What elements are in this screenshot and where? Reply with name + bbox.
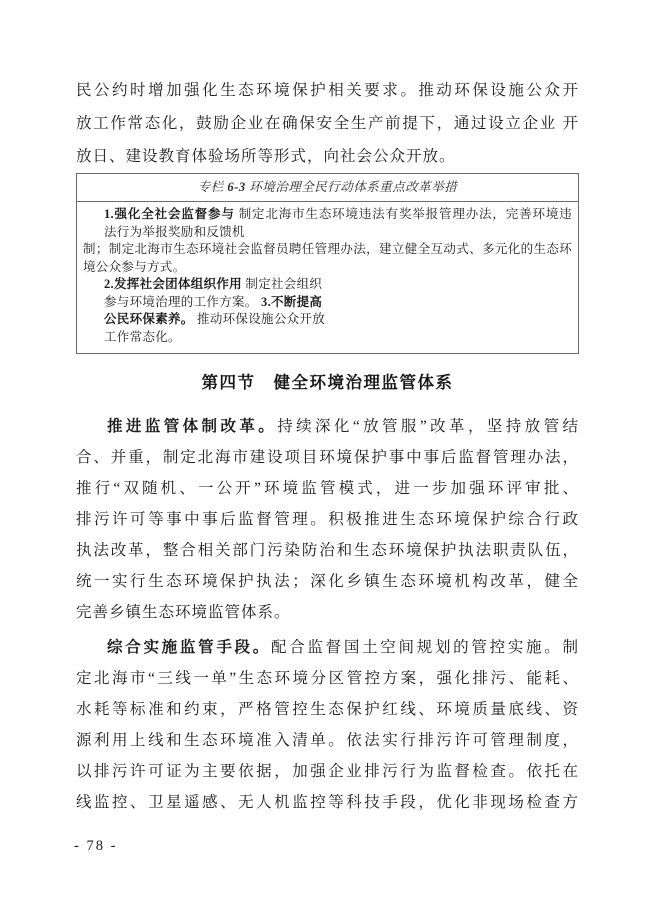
line-text: 合、并重，制定北海市建设项目环境保护事中事后监督管理办法， xyxy=(76,449,579,466)
box-line-text: 工作常态化。 xyxy=(104,329,181,344)
box-line-bold: 公民环保素养。 xyxy=(104,312,194,326)
box-line-bold: 3.不断提高 xyxy=(261,294,323,309)
line-text: 定北海市“三线一单”生态环境分区管控方案，强化排污、能耗、 xyxy=(76,670,579,687)
line-text: 放日、建设教育体验场所等形式，向社会公众开放。 xyxy=(76,148,456,165)
box-line-text: 制；制定北海市生态环境社会监督员聘任管理办法，建立健全互动式、多元化的生态环 xyxy=(83,242,572,256)
box-line-bold: 1.强化全社会监督参与 xyxy=(104,207,235,221)
box-title-prefix: 专栏 xyxy=(197,180,228,194)
box-line-text: 境公众参与方式。 xyxy=(83,259,186,274)
line-text: 统一实行生态环境保护执法；深化乡镇生态环境机构改革，健全 xyxy=(76,573,579,590)
page-content xyxy=(76,0,579,818)
box-line xyxy=(83,241,572,259)
line-text: 推行“双随机、一公开”环境监管模式，进一步加强环评审批、 xyxy=(76,480,579,497)
paragraph-line xyxy=(76,74,579,107)
box-line xyxy=(83,276,572,294)
section-heading: 第四节 健全环境治理监管体系 xyxy=(201,373,454,392)
callout-box-body xyxy=(77,202,578,353)
box-line-text: 推动环保设施公众开放 xyxy=(193,312,326,326)
paragraph-line xyxy=(76,725,579,756)
callout-box xyxy=(76,173,579,354)
line-text: 放工作常态化，鼓励企业在确保安全生产前提下，通过设立企业 开 xyxy=(76,115,579,132)
body-paragraph-1 xyxy=(76,411,579,628)
paragraph-line xyxy=(76,473,579,504)
line-text: 民公约时增加强化生态环境保护相关要求。推动环保设施公众开 xyxy=(76,82,579,99)
box-line-text: 法行为举报奖励和反馈机 xyxy=(104,224,245,239)
line-text: 配合监督国土空间规划的管控实施。制 xyxy=(270,639,579,656)
paragraph-lead-bold: 推进监管体制改革。 xyxy=(107,418,278,435)
box-line-bold: 2.发挥社会团体组织作用 xyxy=(104,277,242,291)
paragraph-line xyxy=(76,756,579,787)
box-line xyxy=(83,294,572,312)
line-text: 持续深化“放管服”改革，坚持放管结 xyxy=(277,418,579,435)
box-line xyxy=(83,311,572,329)
line-text: 完善乡镇生态环境监管体系。 xyxy=(76,604,291,621)
box-line-text: 制定社会组织 xyxy=(241,277,323,291)
body-paragraph-2 xyxy=(76,632,579,818)
line-text: 源利用上线和生态环境准入清单。依法实行排污许可管理制度， xyxy=(76,732,579,749)
box-line xyxy=(83,206,572,224)
box-title-text: 环境治理全民行动体系重点改革举措 xyxy=(245,180,458,194)
paragraph-line xyxy=(76,566,579,597)
box-line xyxy=(83,259,572,277)
paragraph-line xyxy=(76,504,579,535)
paragraph-line xyxy=(76,663,579,694)
box-line xyxy=(83,329,572,347)
paragraph-line xyxy=(76,411,579,442)
callout-box-title xyxy=(77,174,578,202)
paragraph-lead-bold: 综合实施监管手段。 xyxy=(107,639,271,656)
page-number: - 78 - xyxy=(74,838,118,854)
paragraph-line xyxy=(76,632,579,663)
line-text: 执法改革，整合相关部门污染防治和生态环境保护执法职责队伍， xyxy=(76,542,579,559)
paragraph-line xyxy=(76,694,579,725)
line-text: 以排污许可证为主要依据，加强企业排污行为监督检查。依托在 xyxy=(76,763,579,780)
line-text: 排污许可等事中事后监督管理。积极推进生态环境保护综合行政 xyxy=(76,511,579,528)
box-line-text: 参与环境治理的工作方案。 xyxy=(104,294,262,309)
paragraph-line xyxy=(76,107,579,140)
paragraph-line xyxy=(76,597,579,628)
paragraph-line xyxy=(76,442,579,473)
paragraph-line xyxy=(76,140,579,173)
box-line-text: 制定北海市生态环境违法有奖举报管理办法，完善环境违 xyxy=(234,207,572,221)
paragraph-line xyxy=(76,535,579,566)
line-text: 水耗等标准和约束，严格管控生态保护红线、环境质量底线、资 xyxy=(76,701,579,718)
intro-paragraph xyxy=(76,74,579,173)
paragraph-line xyxy=(76,787,579,818)
line-text: 线监控、卫星遥感、无人机监控等科技手段，优化非现场检查方 xyxy=(76,794,579,811)
box-line xyxy=(83,224,572,242)
box-title-number: 6-3 xyxy=(227,180,246,194)
